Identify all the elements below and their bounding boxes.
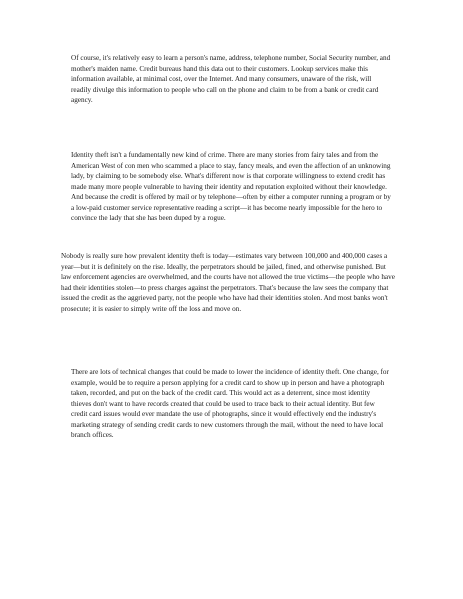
- paragraph-1: Of course, it's relatively easy to learn a person's name, address, telephone number, Social Security number, and mother's maiden name. Credit bureaus hand this data out to their customers. Lookup services make this information available, at minimal cost, over the Internet. And many consumers, unaware of the risk, will readily divulge this information to people who call on the phone and claim to be from a bank or credit card agency.: [71, 54, 391, 104]
- paragraph-2: Identity theft isn't a fundamentally new kind of crime. There are many stories from fairy tales and from the American West of con men who scammed a place to stay, fancy meals, and even the affection of an unknowing lady, by claiming to be somebody else. What's different now is that corporate willingness to extend credit has made many more people vulnerable to having their identity and reputation exploited without their knowledge. And because the credit is offered by mail or by telephone—often by either a computer running a program or by a low-paid customer service representative reading a script—it has become nearly impossible for the hero to convince the lady that she has been duped by a rogue.: [71, 151, 391, 222]
- paragraph-4: There are lots of technical changes that could be made to lower the incidence of identity theft. One change, for example, would be to require a person applying for a credit card to show up in person and have a photograph taken, recorded, and put on the back of the credit card. This would act as a deterrent, since most identity thieves don't want to have records created that could be used to trace back to their actual identity. But few credit card issues would ever mandate the use of photographs, since it would effectively end the industry's marketing strategy of sending credit cards to new customers through the mail, without the need to have local branch offices.: [71, 368, 389, 439]
- paragraph-3: Nobody is really sure how prevalent identity theft is today—estimates vary between 100,000 and 400,000 cases a year—but it is definitely on the rise. Ideally, the perpetrators should be jailed, fined, and otherwise punished. But law enforcement agencies are overwhelmed, and the courts have not allowed the true victims—the people who have had their identities stolen—to press charges against the perpetrators. That's because the law sees the company that issued the credit as the aggrieved party, not the people who have had their identities stolen. And most banks won't prosecute; it is easier to simply write off the loss and move on.: [61, 252, 395, 313]
